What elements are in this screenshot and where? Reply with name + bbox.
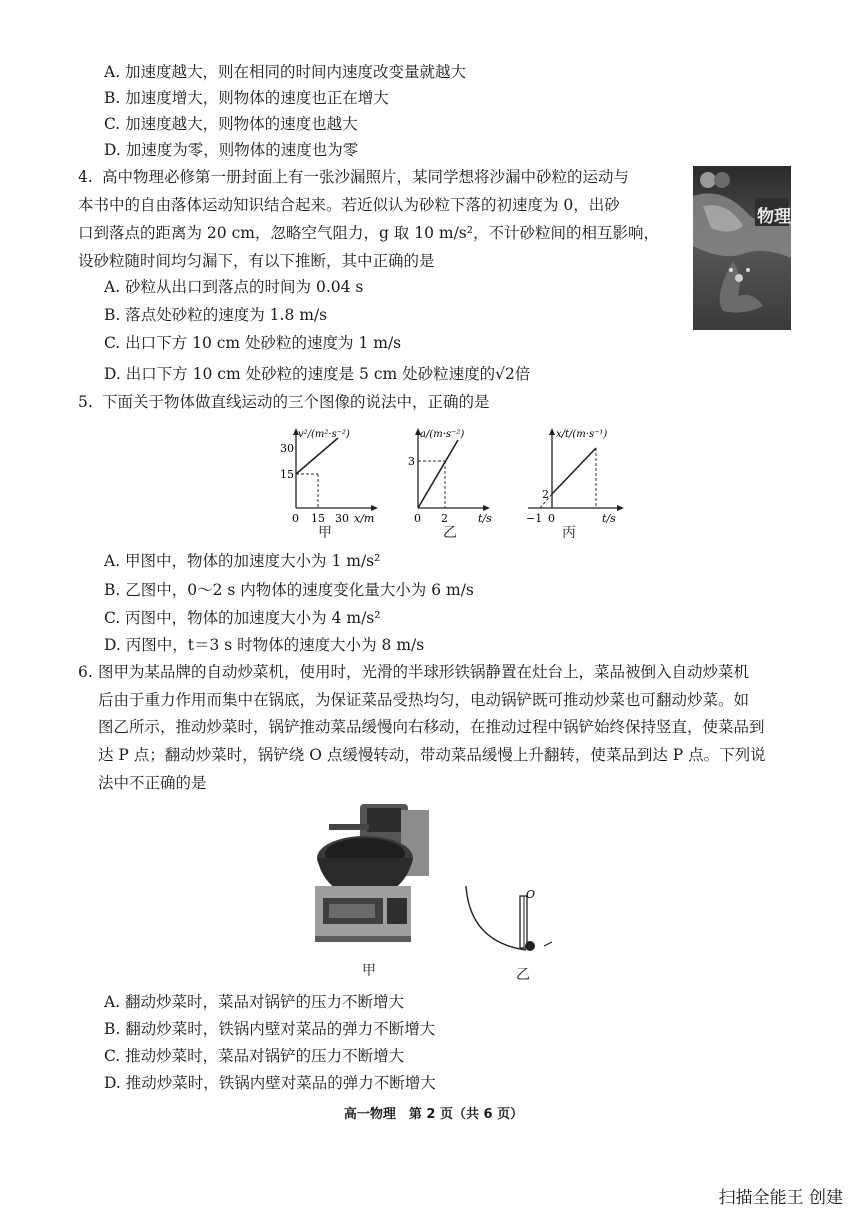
graph-bing: [520, 420, 632, 540]
q5-option-b: B. 乙图中，0～2 s 内物体的速度变化量大小为 6 m/s: [104, 581, 474, 599]
q5-option-a: A. 甲图中，物体的加速度大小为 1 m/s²: [104, 552, 381, 570]
graph-jia-line: [296, 438, 338, 474]
q6-option-b: B. 翻动炒菜时，铁锅内壁对菜品的弹力不断增大: [104, 1020, 436, 1038]
cooking-machine-svg: [305, 800, 437, 952]
q6-option-a: A. 翻动炒菜时，菜品对锅铲的压力不断增大: [104, 993, 405, 1011]
book-title: 物理: [757, 207, 791, 227]
wok-arc: [466, 886, 526, 950]
q6-stem-line-5: 法中不正确的是: [98, 774, 207, 792]
graph-bing-xlabel: t/s: [602, 512, 616, 525]
q3-option-d: D. 加速度为零，则物体的速度也为零: [104, 141, 359, 159]
graph-yi-xlabel: t/s: [478, 512, 492, 525]
graph-jia-xlabel: x/m: [354, 512, 375, 525]
q6-stem-line-3: 图乙所示，推动炒菜时，锅铲推动菜品缓慢向右移动，在推动过程中锅铲始终保持竖直，使菜品到: [98, 718, 765, 736]
point-o-label: O: [526, 888, 536, 901]
graph-bing-xtick-0: 0: [548, 512, 555, 525]
graph-jia-ytick-30: 30: [280, 442, 294, 455]
q5-stem: 下面关于物体做直线运动的三个图像的说法中，正确的是: [102, 393, 490, 411]
graph-jia-ytick-15: 15: [280, 468, 294, 481]
graph-bing-xtick-neg1: −1: [526, 512, 543, 525]
graph-jia-caption: 甲: [318, 525, 332, 541]
q5-option-d: D. 丙图中，t＝3 s 时物体的速度大小为 8 m/s: [104, 636, 425, 654]
point-p-mark: [544, 942, 552, 946]
graph-jia-xtick-30: 30: [335, 512, 349, 525]
cooking-machine-photo: [305, 800, 437, 952]
q4-option-a: A. 砂粒从出口到落点的时间为 0.04 s: [104, 278, 364, 296]
q4-option-b: B. 落点处砂粒的速度为 1.8 m/s: [104, 306, 328, 324]
graph-bing-line: [552, 448, 596, 494]
graph-yi-xtick-2: 2: [441, 512, 448, 525]
q6-number: 6.: [78, 663, 93, 681]
graph-jia-x-arrow: [371, 505, 378, 511]
q3-option-b: B. 加速度增大，则物体的速度也正在增大: [104, 89, 389, 107]
food-ball: [525, 941, 535, 951]
graph-jia-xtick-0: 0: [292, 512, 299, 525]
wok-diagram: [458, 882, 568, 962]
graph-bing-caption: 丙: [562, 525, 576, 541]
q3-option-c: C. 加速度越大，则物体的速度也越大: [104, 115, 358, 133]
q3-option-a: A. 加速度越大，则在相同的时间内速度改变量就越大: [104, 63, 467, 81]
q4-stem-line-3: 口到落点的距离为 20 cm，忽略空气阻力，g 取 10 m/s²，不计砂粒间的相互影响，: [78, 224, 659, 242]
graph-bing-y-arrow: [549, 428, 555, 435]
q4-option-c: C. 出口下方 10 cm 处砂粒的速度为 1 m/s: [104, 334, 402, 352]
graph-yi-xtick-0: 0: [414, 512, 421, 525]
q5-option-c: C. 丙图中，物体的加速度大小为 4 m/s²: [104, 609, 381, 627]
graph-yi-ylabel: a/(m·s⁻²): [420, 429, 465, 440]
q4-stem-line-4: 设砂粒随时间均匀漏下，有以下推断，其中正确的是: [78, 252, 435, 270]
graph-yi-ytick-3: 3: [408, 455, 415, 468]
page-footer: 高一物理 第 2 页（共 6 页）: [343, 1107, 524, 1122]
q6-stem-line-4: 达 P 点；翻动炒菜时，锅铲绕 O 点缓慢转动，带动菜品缓慢上升翻转，使菜品到达 P 点。下列说: [98, 746, 766, 764]
fig-jia-caption: 甲: [362, 963, 376, 979]
q6-option-c: C. 推动炒菜时，菜品对锅铲的压力不断增大: [104, 1047, 405, 1065]
fig-yi-caption: 乙: [516, 967, 530, 983]
graph-bing-ytick-2: 2: [542, 488, 549, 501]
wok-diagram-svg: [458, 882, 568, 962]
graph-jia-xtick-15: 15: [311, 512, 325, 525]
q4-stem-line-2: 本书中的自由落体运动知识结合起来。若近似认为砂粒下落的初速度为 0，出砂: [78, 196, 620, 214]
scanner-watermark: 扫描全能王 创建: [718, 1188, 843, 1208]
graph-bing-x-arrow: [617, 505, 624, 511]
q4-number: 4.: [78, 168, 93, 186]
graph-yi-caption: 乙: [443, 525, 457, 541]
graph-yi-line: [418, 440, 458, 508]
graph-yi-x-arrow: [483, 505, 490, 511]
graph-bing-svg: [520, 420, 632, 540]
q6-stem-line-1: 图甲为某品牌的自动炒菜机，使用时，光滑的半球形铁锅静置在灶台上，菜品被倒入自动炒菜机: [98, 663, 750, 681]
q5-number: 5.: [78, 393, 93, 411]
q6-stem-line-2: 后由于重力作用而集中在锅底，为保证菜品受热均匀，电动锅铲既可推动炒菜也可翻动炒菜。如: [98, 691, 750, 709]
graph-jia-ylabel: v²/(m²·s⁻²): [298, 429, 350, 440]
graph-bing-ylabel: x/t/(m·s⁻¹): [556, 429, 608, 440]
q4-option-d: D. 出口下方 10 cm 处砂粒的速度是 5 cm 处砂粒速度的√2倍: [104, 365, 531, 383]
book-cover-image: [693, 166, 791, 330]
q6-option-d: D. 推动炒菜时，铁锅内壁对菜品的弹力不断增大: [104, 1074, 436, 1092]
q4-stem-line-1: 高中物理必修第一册封面上有一张沙漏照片，某同学想将沙漏中砂粒的运动与: [102, 168, 630, 186]
hourglass-photo: [693, 166, 791, 330]
